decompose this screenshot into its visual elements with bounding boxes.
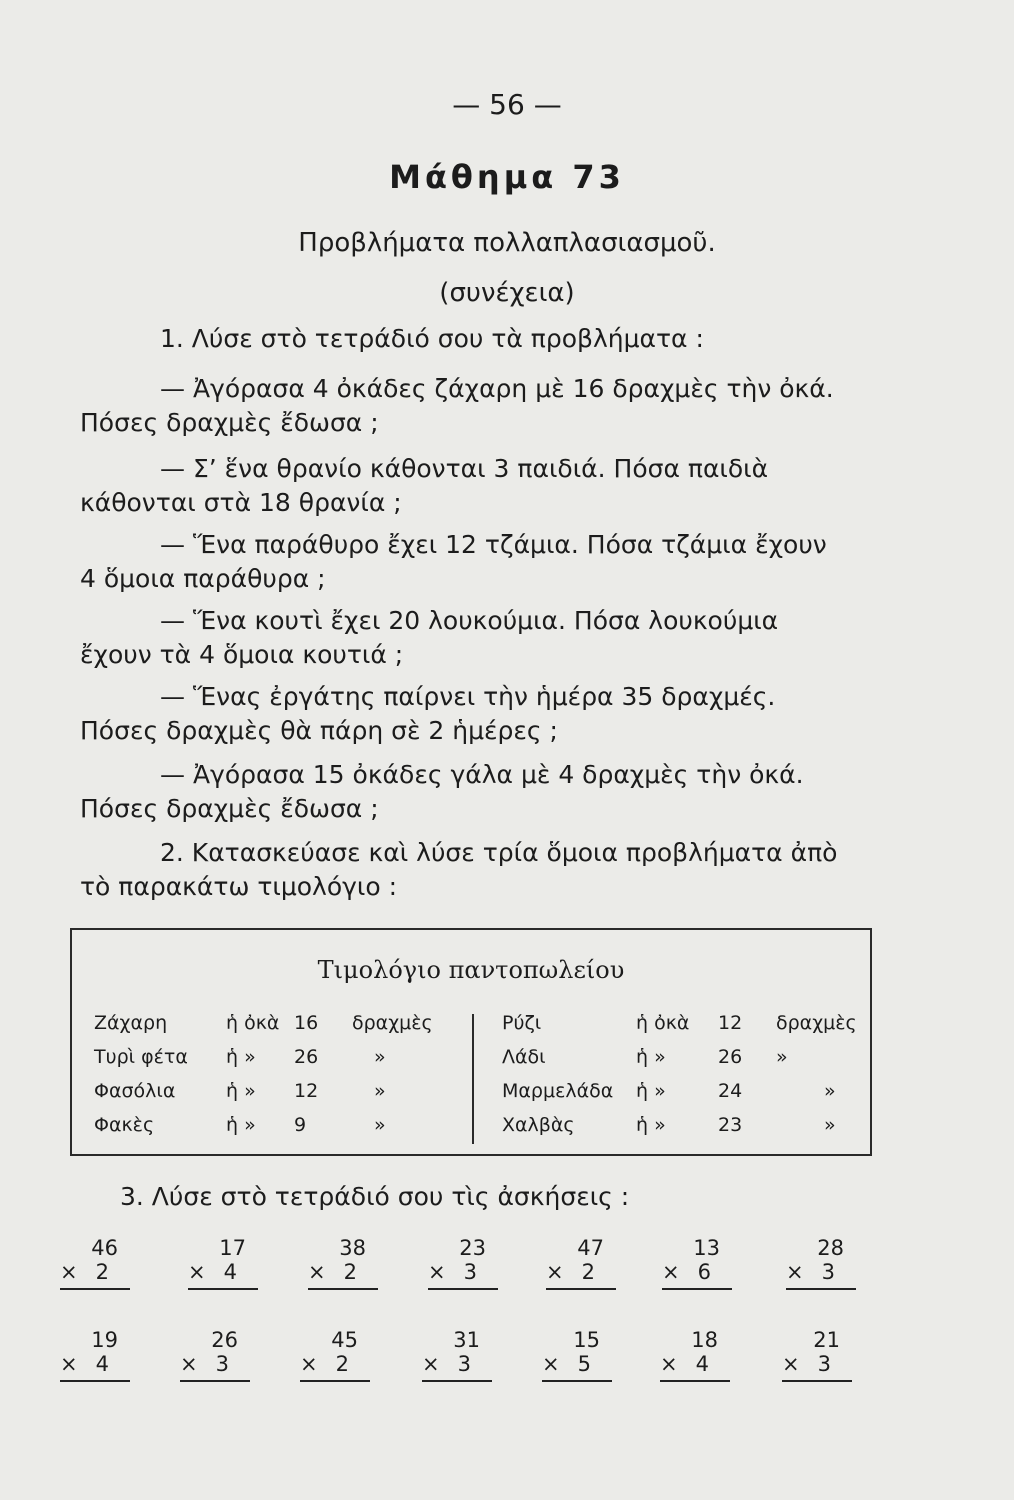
invoice-row: [502, 1108, 924, 1142]
multiplier: 3: [817, 1352, 831, 1376]
multiplier-line: [422, 1352, 492, 1382]
times-sign: ×: [60, 1352, 78, 1376]
item-unit: ἡ »: [226, 1080, 256, 1102]
problem-6: [80, 758, 880, 826]
multiplier: 4: [95, 1352, 109, 1376]
exercise-3-heading-text: 3. Λύσε στὸ τετράδιό σου τὶς ἀσκήσεις :: [120, 1182, 630, 1211]
multiplicand: 19: [91, 1328, 118, 1352]
item-price: 12: [294, 1080, 319, 1102]
problem-1-line-1: — Ἀγόρασα 4 ὀκάδες ζάχαρη μὲ 16 δραχμὲς τὴν ὀκά.: [160, 374, 834, 403]
exercise-3-heading: [40, 1180, 840, 1214]
multiplier: 3: [821, 1260, 835, 1284]
invoice-left-column: [94, 1006, 474, 1142]
multiplication-problem: [428, 1236, 498, 1290]
multiplication-problem: [180, 1328, 250, 1382]
multiplication-problem: [542, 1328, 612, 1382]
item-unit: ἡ »: [636, 1046, 666, 1068]
item-price: 23: [718, 1114, 743, 1136]
invoice-row: [94, 1108, 474, 1142]
problem-5-line-1: — Ἕνας ἐργάτης παίρνει τὴν ἡμέρα 35 δραχμές.: [160, 682, 776, 711]
multiplier: 4: [695, 1352, 709, 1376]
times-sign: ×: [660, 1352, 678, 1376]
times-sign: ×: [546, 1260, 564, 1284]
item-price: 12: [718, 1012, 743, 1034]
multiplicand: 15: [573, 1328, 600, 1352]
item-currency: »: [824, 1114, 836, 1136]
multiplier-line: [300, 1352, 370, 1382]
multiplier: 2: [335, 1352, 349, 1376]
lesson-title: Μάθημα 73: [389, 158, 625, 196]
item-name: Φασόλια: [94, 1080, 176, 1102]
multiplicand: 45: [331, 1328, 358, 1352]
invoice-right-column: [502, 1006, 924, 1142]
invoice-row: [94, 1040, 474, 1074]
multiplier: 2: [581, 1260, 595, 1284]
multiplier: 2: [95, 1260, 109, 1284]
invoice-row: [502, 1074, 924, 1108]
multiplier-line: [782, 1352, 852, 1382]
item-price: 9: [294, 1114, 307, 1136]
multiplier-line: [660, 1352, 730, 1382]
problem-2-line-1: — Σ’ ἕνα θρανίο κάθονται 3 παιδιά. Πόσα παιδιὰ: [160, 454, 769, 483]
item-unit: ἡ »: [636, 1114, 666, 1136]
item-currency: δραχμὲς: [352, 1012, 433, 1034]
multiplicand: 18: [691, 1328, 718, 1352]
multiplier: 4: [223, 1260, 237, 1284]
multiplier-line: [188, 1260, 258, 1290]
item-currency: »: [374, 1114, 386, 1136]
multiplier-line: [60, 1352, 130, 1382]
problem-6-line-1: — Ἀγόρασα 15 ὀκάδες γάλα μὲ 4 δραχμὲς τὴν ὀκά.: [160, 760, 804, 789]
page-number: — 56 —: [452, 88, 562, 121]
item-currency: δραχμὲς: [776, 1012, 857, 1034]
exercise-1-heading: [80, 322, 880, 356]
problem-5: [80, 680, 880, 748]
multiplication-problem: [300, 1328, 370, 1382]
times-sign: ×: [662, 1260, 680, 1284]
multiplicand: 31: [453, 1328, 480, 1352]
multiplier-line: [786, 1260, 856, 1290]
exercise-1-heading-text: 1. Λύσε στὸ τετράδιό σου τὰ προβλήματα :: [160, 324, 704, 353]
invoice-row: [94, 1006, 474, 1040]
item-name: Ρύζι: [502, 1012, 542, 1034]
item-price: 16: [294, 1012, 319, 1034]
multiplier: 3: [215, 1352, 229, 1376]
times-sign: ×: [308, 1260, 326, 1284]
multiplier: 3: [457, 1352, 471, 1376]
multiplier-line: [60, 1260, 130, 1290]
multiplication-problem: [60, 1328, 130, 1382]
problem-3-line-1: — Ἕνα παράθυρο ἔχει 12 τζάμια. Πόσα τζάμια ἔχουν: [160, 530, 827, 559]
item-unit: ἡ »: [226, 1046, 256, 1068]
item-currency: »: [824, 1080, 836, 1102]
item-price: 26: [718, 1046, 743, 1068]
multiplicand: 26: [211, 1328, 238, 1352]
problem-1: [80, 372, 880, 440]
multiplication-problem: [786, 1236, 856, 1290]
lesson-subtitle-note: (συνέχεια): [439, 278, 575, 308]
multiplication-problem: [188, 1236, 258, 1290]
item-currency: »: [374, 1046, 386, 1068]
item-price: 24: [718, 1080, 743, 1102]
multiplication-problem: [662, 1236, 732, 1290]
item-name: Μαρμελάδα: [502, 1080, 614, 1102]
times-sign: ×: [180, 1352, 198, 1376]
item-name: Τυρὶ φέτα: [94, 1046, 188, 1068]
times-sign: ×: [300, 1352, 318, 1376]
invoice-divider: [472, 1014, 474, 1144]
item-name: Λάδι: [502, 1046, 546, 1068]
problem-2-line-2: κάθονται στὰ 18 θρανία ;: [80, 488, 402, 517]
multiplier-line: [308, 1260, 378, 1290]
multiplicand: 28: [817, 1236, 844, 1260]
multiplicand: 46: [91, 1236, 118, 1260]
times-sign: ×: [428, 1260, 446, 1284]
invoice-title: Τιμολόγιο παντοπωλείου: [317, 956, 625, 984]
problem-2: [80, 452, 880, 520]
problem-4: [80, 604, 880, 672]
times-sign: ×: [782, 1352, 800, 1376]
invoice-row: [502, 1040, 924, 1074]
lesson-subtitle: Προβλήματα πολλαπλασιασμοῦ.: [298, 228, 716, 258]
multiplication-problem: [782, 1328, 852, 1382]
invoice-row: [502, 1006, 924, 1040]
exercise-2: [80, 836, 880, 904]
multiplier-line: [546, 1260, 616, 1290]
item-name: Χαλβὰς: [502, 1114, 575, 1136]
item-unit: ἡ »: [636, 1080, 666, 1102]
problem-1-line-2: Πόσες δραχμὲς ἔδωσα ;: [80, 408, 379, 437]
problem-6-line-2: Πόσες δραχμὲς ἔδωσα ;: [80, 794, 379, 823]
problem-3-line-2: 4 ὅμοια παράθυρα ;: [80, 564, 326, 593]
item-unit: ἡ »: [226, 1114, 256, 1136]
multiplier: 5: [577, 1352, 591, 1376]
multiplicand: 17: [219, 1236, 246, 1260]
multiplicand: 21: [813, 1328, 840, 1352]
problem-3: [80, 528, 880, 596]
invoice-box: [70, 928, 872, 1156]
multiplication-problem: [660, 1328, 730, 1382]
multiplication-problem: [546, 1236, 616, 1290]
invoice-row: [94, 1074, 474, 1108]
multiplier: 6: [697, 1260, 711, 1284]
multiplicand: 23: [459, 1236, 486, 1260]
multiplicand: 47: [577, 1236, 604, 1260]
multiplier: 3: [463, 1260, 477, 1284]
times-sign: ×: [422, 1352, 440, 1376]
item-unit: ἡ ὀκὰ: [226, 1012, 280, 1034]
multiplication-problem: [308, 1236, 378, 1290]
multiplier-line: [662, 1260, 732, 1290]
problem-4-line-2: ἔχουν τὰ 4 ὅμοια κουτιά ;: [80, 640, 404, 669]
times-sign: ×: [60, 1260, 78, 1284]
times-sign: ×: [542, 1352, 560, 1376]
multiplier: 2: [343, 1260, 357, 1284]
exercise-2-line-1: 2. Κατασκεύασε καὶ λύσε τρία ὅμοια προβλήματα ἀπὸ: [160, 838, 838, 867]
multiplier-line: [180, 1352, 250, 1382]
times-sign: ×: [188, 1260, 206, 1284]
exercise-2-line-2: τὸ παρακάτω τιμολόγιο :: [80, 872, 398, 901]
multiplicand: 13: [693, 1236, 720, 1260]
item-currency: »: [374, 1080, 386, 1102]
item-price: 26: [294, 1046, 319, 1068]
problem-4-line-1: — Ἕνα κουτὶ ἔχει 20 λουκούμια. Πόσα λουκούμια: [160, 606, 779, 635]
problem-5-line-2: Πόσες δραχμὲς θὰ πάρη σὲ 2 ἡμέρες ;: [80, 716, 558, 745]
item-name: Φακὲς: [94, 1114, 155, 1136]
multiplicand: 38: [339, 1236, 366, 1260]
item-name: Ζάχαρη: [94, 1012, 168, 1034]
multiplier-line: [542, 1352, 612, 1382]
multiplication-problem: [60, 1236, 130, 1290]
multiplication-problem: [422, 1328, 492, 1382]
item-unit: ἡ ὀκὰ: [636, 1012, 690, 1034]
item-currency: »: [776, 1046, 788, 1068]
times-sign: ×: [786, 1260, 804, 1284]
multiplier-line: [428, 1260, 498, 1290]
